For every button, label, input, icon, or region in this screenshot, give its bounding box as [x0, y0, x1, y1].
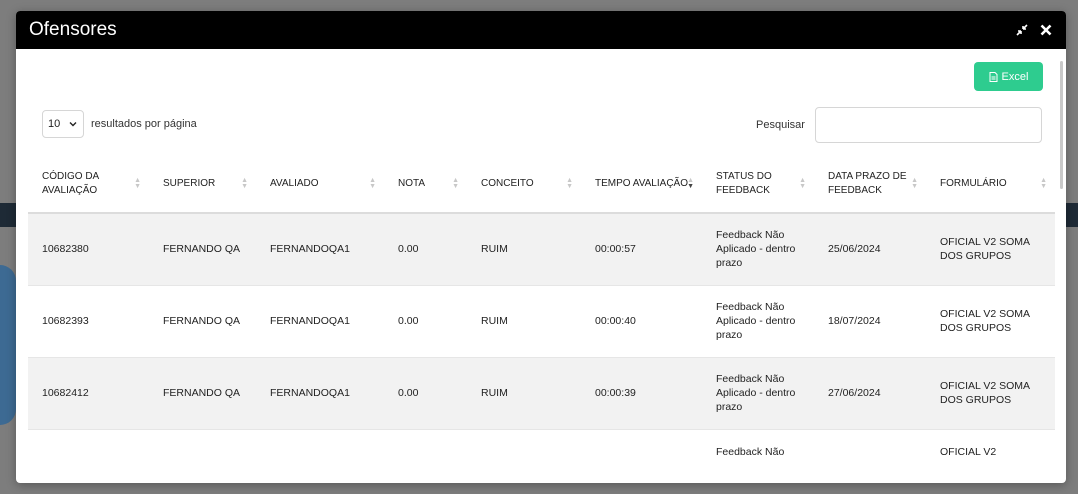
ofensores-table — [28, 156, 1055, 469]
cell-tempo: 00:00:39 — [581, 357, 702, 429]
column-label: FORMULÁRIO — [940, 178, 1007, 189]
cell-tempo: 00:00:40 — [581, 285, 702, 357]
search-label: Pesquisar — [756, 119, 805, 131]
cell-nota — [384, 429, 467, 469]
table-row[interactable] — [28, 357, 1055, 429]
cell-tempo: 00:00:57 — [581, 213, 702, 285]
cell-data-prazo — [814, 429, 926, 469]
cell-formulario: OFICIAL V2 SOMA DOS GRUPOS — [926, 213, 1055, 285]
column-header-status[interactable] — [702, 156, 814, 213]
sort-icon: ▲ ▼ — [911, 177, 918, 190]
column-label: DATA PRAZO DE FEEDBACK — [828, 171, 907, 196]
column-header-superior[interactable] — [149, 156, 256, 213]
close-icon[interactable] — [1038, 22, 1054, 38]
cell-data-prazo: 27/06/2024 — [814, 357, 926, 429]
column-label: CÓDIGO DA AVALIAÇÃO — [42, 171, 99, 196]
cell-status: Feedback Não Aplicado - dentro prazo — [702, 213, 814, 285]
modal-header — [16, 11, 1066, 49]
cell-conceito: RUIM — [467, 285, 581, 357]
cell-formulario: OFICIAL V2 SOMA DOS GRUPOS — [926, 285, 1055, 357]
cell-avaliado: FERNANDOQA1 — [256, 357, 384, 429]
cell-nota: 0.00 — [384, 357, 467, 429]
minimize-icon[interactable] — [1014, 22, 1030, 38]
cell-data-prazo: 18/07/2024 — [814, 285, 926, 357]
search-input[interactable] — [815, 107, 1042, 143]
sort-icon: ▲ ▼ — [134, 177, 141, 190]
cell-superior: FERNANDO QA — [149, 357, 256, 429]
table-row[interactable] — [28, 285, 1055, 357]
column-header-nota[interactable] — [384, 156, 467, 213]
document-icon — [989, 72, 998, 82]
modal-title: Ofensores — [29, 19, 117, 40]
column-header-codigo[interactable] — [28, 156, 149, 213]
cell-status: Feedback Não Aplicado - dentro prazo — [702, 285, 814, 357]
column-header-tempo[interactable] — [581, 156, 702, 213]
column-label: CONCEITO — [481, 178, 534, 189]
cell-data-prazo: 25/06/2024 — [814, 213, 926, 285]
table-row[interactable] — [28, 213, 1055, 285]
column-header-data-prazo[interactable] — [814, 156, 926, 213]
column-header-conceito[interactable] — [467, 156, 581, 213]
cell-conceito: RUIM — [467, 213, 581, 285]
sort-desc-icon: ▲ ▼ — [687, 177, 694, 190]
sort-icon: ▲ ▼ — [369, 177, 376, 190]
cell-superior: FERNANDO QA — [149, 285, 256, 357]
cell-codigo — [28, 429, 149, 469]
cell-tempo — [581, 429, 702, 469]
sort-icon: ▲ ▼ — [241, 177, 248, 190]
ofensores-modal — [16, 11, 1066, 483]
cell-superior — [149, 429, 256, 469]
cell-conceito — [467, 429, 581, 469]
cell-superior: FERNANDO QA — [149, 213, 256, 285]
excel-export-button[interactable] — [974, 62, 1043, 91]
column-label: STATUS DO FEEDBACK — [716, 171, 772, 196]
cell-avaliado: FERNANDOQA1 — [256, 285, 384, 357]
sort-icon: ▲ ▼ — [1040, 177, 1047, 190]
sort-icon: ▲ ▼ — [566, 177, 573, 190]
cell-nota: 0.00 — [384, 285, 467, 357]
cell-conceito: RUIM — [467, 357, 581, 429]
header-actions — [1014, 22, 1054, 38]
column-header-avaliado[interactable] — [256, 156, 384, 213]
modal-body — [16, 49, 1066, 483]
column-label: TEMPO AVALIAÇÃO — [595, 178, 688, 189]
cell-nota: 0.00 — [384, 213, 467, 285]
sort-icon: ▲ ▼ — [799, 177, 806, 190]
sort-icon: ▲ ▼ — [452, 177, 459, 190]
cell-formulario: OFICIAL V2 — [940, 445, 997, 458]
table-header-row — [28, 156, 1055, 213]
column-label: AVALIADO — [270, 178, 319, 189]
scrollbar[interactable] — [1060, 61, 1063, 189]
excel-button-label: Excel — [1001, 70, 1029, 83]
page-size-label: resultados por página — [91, 118, 197, 130]
table-controls — [42, 107, 1054, 143]
column-label: SUPERIOR — [163, 178, 216, 189]
cell-formulario: OFICIAL V2 SOMA DOS GRUPOS — [926, 357, 1055, 429]
cell-codigo: 10682380 — [28, 213, 149, 285]
cell-avaliado — [256, 429, 384, 469]
table-row[interactable] — [28, 429, 1055, 469]
background-bar — [1064, 203, 1078, 227]
cell-status: Feedback Não Aplicado - dentro prazo — [702, 357, 814, 429]
background-bar — [0, 203, 16, 227]
chevron-down-icon — [69, 121, 77, 127]
column-header-formulario[interactable] — [926, 156, 1055, 213]
cell-status: Feedback Não — [716, 445, 785, 458]
column-label: NOTA — [398, 178, 426, 189]
cell-codigo: 10682412 — [28, 357, 149, 429]
page-size-select[interactable] — [42, 110, 84, 138]
cell-avaliado: FERNANDOQA1 — [256, 213, 384, 285]
cell-codigo: 10682393 — [28, 285, 149, 357]
page-size-value: 10 — [48, 118, 61, 130]
background-chart-fragment — [0, 265, 16, 425]
